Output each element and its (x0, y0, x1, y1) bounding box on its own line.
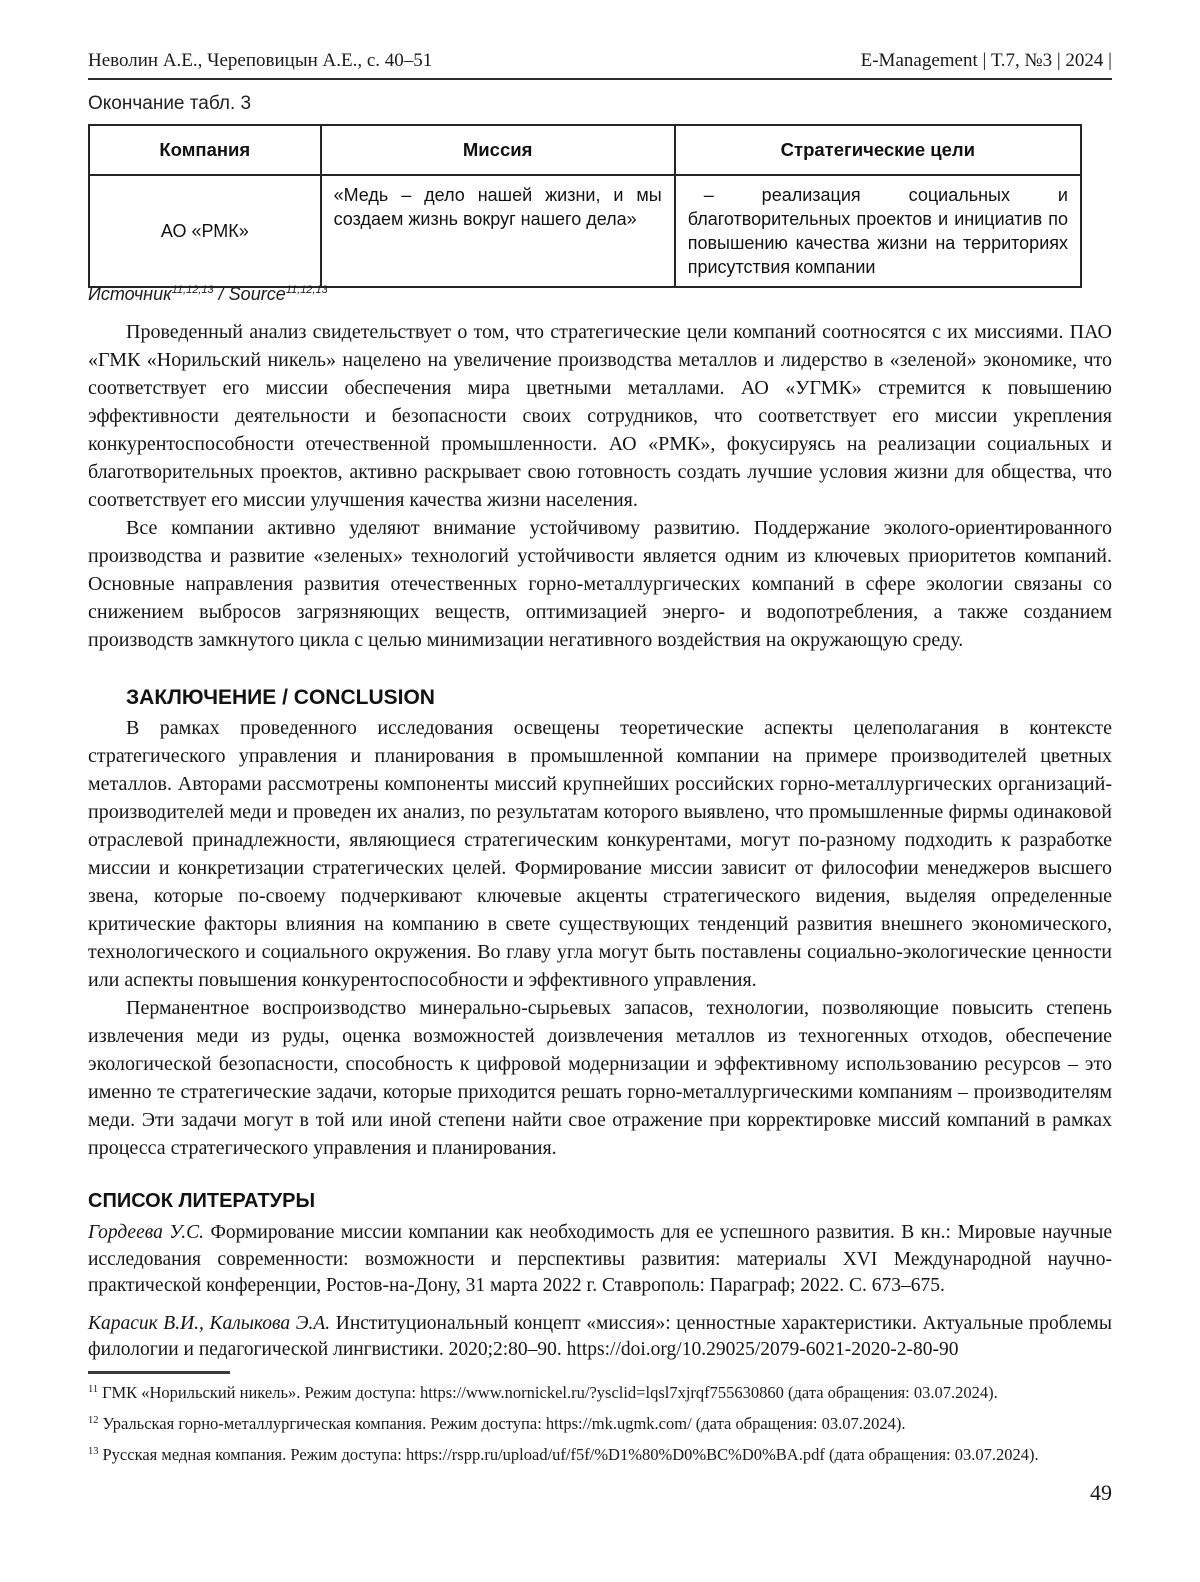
footnotes-block (88, 1383, 1112, 1476)
footnote (88, 1414, 1112, 1434)
footnote-text: Русская медная компания. Режим доступа: https://rspp.ru/upload/uf/f5f/%D1%80%D0%BC%D0%BA.pdf (дата обращения: 03.07.2024). (102, 1445, 1039, 1464)
source-label-ru: Источник (88, 284, 172, 304)
page-number: 49 (1090, 1480, 1112, 1505)
footnote-number: 13 (88, 1445, 99, 1457)
source-footnote-refs-ru: 11,12,13 (171, 284, 214, 296)
reference-text: Формирование миссии компании как необходимость для ее успешного развития. В кн.: Мировые научные исследования современности: возможности и перспективы развития: материалы XVI Международной научно-практической конференции, Ростов-на-Дону, 31 марта 2022 г. Ставрополь: Параграф; 2022. С. 673–675. (88, 1222, 1113, 1296)
paragraph-analysis-2: Все компании активно уделяют внимание устойчивому развитию. Поддержание эколого-ориентированного производства и развитие «зеленых» технологий устойчивости является одним из ключевых приоритетов компаний. Основные направления развития отечественных горно-металлургических компаний в сфере экологии связаны со снижением выбросов загрязняющих веществ, оптимизацией энерго- и водопотребления, а также созданием производств замкнутого цикла с целью минимизации негативного воздействия на окружающую среду. (88, 517, 1112, 651)
reference-item (88, 1311, 1112, 1364)
footnote-text: ГМК «Норильский никель». Режим доступа: https://www.nornickel.ru/?ysclid=lqsl7xjrqf755630860 (дата обращения: 03.07.2024). (102, 1383, 998, 1402)
paragraph-conclusion-2: Перманентное воспроизводство минерально-сырьевых запасов, технологии, позволяющие повысить степень извлечения меди из руды, оценка возможностей доизвлечения металлов из техногенных отходов, обеспечение экологической безопасности, способность к цифровой модернизации и эффективному использованию ресурсов – это именно те стратегические задачи, которые приходится решать горно-металлургическими компаниям – производителям меди. Эти задачи могут в той или иной степени найти свое отражение при корректировке миссий компаний в рамках процесса стратегического управления и планирования. (88, 997, 1112, 1159)
footnote-text: Уральская горно-металлургическая компания. Режим доступа: https://mk.ugmk.com/ (дата обращения: 03.07.2024). (102, 1414, 906, 1433)
source-label-en: Source (228, 284, 286, 304)
running-header-authors: Неволин А.Е., Череповицын А.Е., с. 40–51 (88, 50, 433, 71)
footnote (88, 1445, 1112, 1465)
reference-text: Институциональный концепт «миссия»: ценностные характеристики. Актуальные проблемы филологии и педагогической лингвистики. 2020;2:80–90. https://doi.org/10.29025/2079-6021-2020-2-80-90 (88, 1312, 1112, 1360)
analysis-section (88, 318, 1112, 654)
table-header-row (89, 125, 1081, 175)
table-row (89, 175, 1081, 287)
paragraph-analysis-1: Проведенный анализ свидетельствует о том, что стратегические цели компаний соотносятся с их миссиями. ПАО «ГМК «Норильский никель» нацелено на увеличение производства металлов и лидерство в «зеленой» экономике, что соответствует его миссии обеспечения мира цветными металлами. АО «УГМК» стремится к повышению эффективности деятельности и безопасности своих сотрудников, что соответствует его миссии укрепления конкурентоспособности отечественной промышленности. АО «РМК», фокусируясь на реализации социальных и благотворительных проектов, активно раскрывает свою готовность создать лучшие условия жизни для общества, что соответствует его миссии улучшения качества жизни населения. (88, 321, 1112, 511)
table-cell-mission: «Медь – дело нашей жизни, и мы создаем жизнь вокруг нашего дела» (321, 175, 675, 287)
footnote (88, 1383, 1112, 1403)
running-header (88, 50, 1112, 72)
table-header-company: Компания (89, 125, 321, 175)
conclusion-heading: ЗАКЛЮЧЕНИЕ / CONCLUSION (126, 686, 435, 709)
footnote-number: 12 (88, 1414, 99, 1426)
table-source-line (88, 284, 328, 305)
table-header-goals: Стратегические цели (675, 125, 1081, 175)
references-heading: СПИСОК ЛИТЕРАТУРЫ (88, 1190, 316, 1212)
source-separator: / (218, 284, 224, 304)
footnote-divider (88, 1371, 230, 1374)
table-cell-company: АО «РМК» (89, 175, 321, 287)
paragraph-conclusion-1: В рамках проведенного исследования освещены теоретические аспекты целеполагания в контексте стратегического управления и планирования в промышленной компании на примере производителей цветных металлов. Авторами рассмотрены компоненты миссий крупнейших российских горно-металлургических организаций-производителей меди и проведен их анализ, по результатам которого выявлено, что промышленные фирмы одинаковой отраслевой принадлежности, являющиеся стратегическим конкурентами, могут по-разному подходить к разработке миссии и конкретизации стратегических целей. Формирование миссии зависит от философии менеджеров высшего звена, которые по-своему подчеркивают ключевые акценты стратегического видения, выделяя определенные критические факторы влияния на компанию в свете существующих тенденций развития внешнего экономического, технологического и социального окружения. Во главу угла могут быть поставлены социально-экологические ценности или аспекты повышения конкурентоспособности и эффективного управления. (88, 717, 1112, 991)
references-list (88, 1220, 1112, 1375)
conclusion-section (88, 714, 1112, 1162)
reference-authors: Гордеева У.С. (88, 1222, 204, 1243)
missions-table (88, 124, 1084, 288)
running-header-journal: E-Management | Т.7, №3 | 2024 | (860, 50, 1112, 71)
footnote-number: 11 (88, 1383, 99, 1395)
table-cell-goals: – реализация социальных и благотворительных проектов и инициатив по повышению качества жизни на территориях присутствия компании (675, 175, 1081, 287)
table-caption: Окончание табл. 3 (88, 93, 252, 114)
reference-authors: Карасик В.И., Калыкова Э.А. (88, 1312, 331, 1334)
reference-item (88, 1220, 1112, 1300)
source-footnote-refs-en: 11,12,13 (285, 284, 328, 296)
header-divider (88, 78, 1112, 80)
table-header-mission: Миссия (321, 125, 675, 175)
